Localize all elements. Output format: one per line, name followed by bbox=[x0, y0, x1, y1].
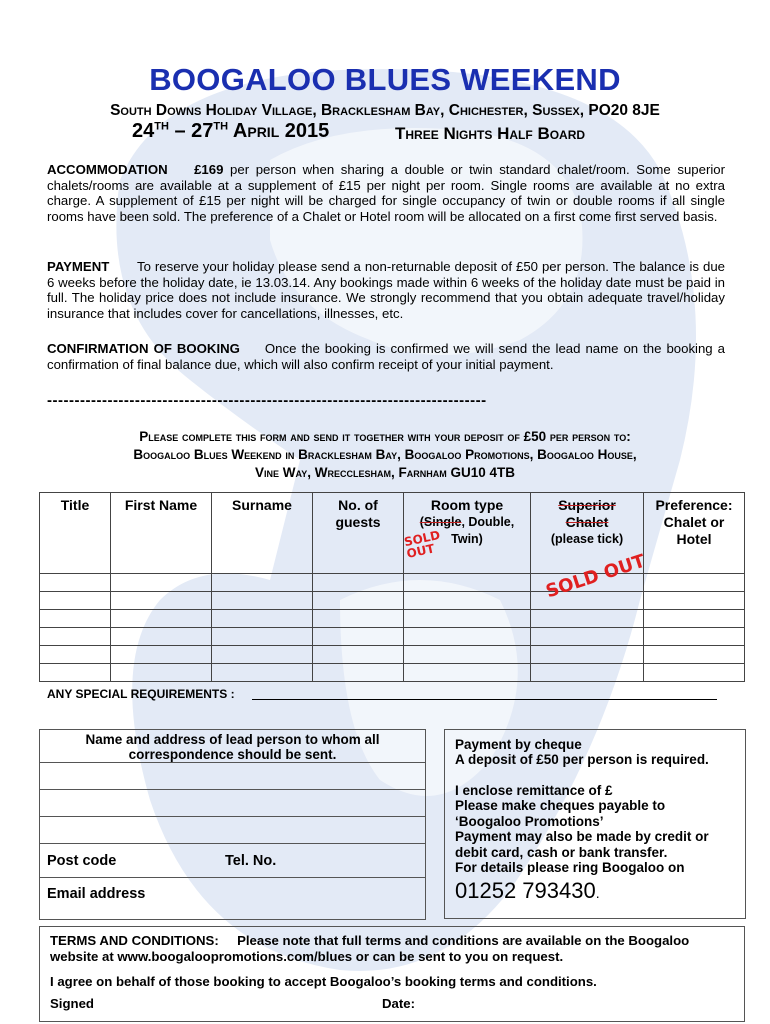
pay-card: Payment may also be made by credit or debit card, cash or bank transfer. bbox=[455, 829, 709, 860]
pay-enclose: I enclose remittance of £ bbox=[455, 783, 613, 798]
guest-cell[interactable] bbox=[111, 628, 212, 646]
col-guests bbox=[313, 493, 404, 574]
pay-phone-end: . bbox=[595, 885, 600, 901]
accommodation-price: £169 bbox=[194, 162, 224, 177]
guest-row bbox=[40, 610, 745, 628]
instructions-line-1: Please complete this form and send it together with your deposit of £50 per person to: bbox=[139, 429, 631, 444]
guest-cell[interactable] bbox=[212, 646, 313, 664]
guest-cell[interactable] bbox=[40, 610, 111, 628]
guest-cell[interactable] bbox=[313, 628, 404, 646]
accommodation-text: per person when sharing a double or twin standard chalet/room. Some superior chalets/rooms are available at a supplement of £15 per night per room. Single rooms are available at no extra charge. A supplement of £15 per night will be charged for single occupancy of twin or double rooms if all single rooms have been sold. The preference of a Chalet or Hotel room will be allocated on a first come first served basis. bbox=[47, 162, 726, 224]
terms-text-block bbox=[50, 933, 735, 965]
special-requirements-label: ANY SPECIAL REQUIREMENTS : bbox=[47, 687, 235, 701]
confirmation-section bbox=[47, 341, 725, 372]
mailing-instructions bbox=[0, 428, 770, 482]
col-room-line1: Room type bbox=[430, 497, 504, 513]
terms-agree: I agree on behalf of those booking to accept Boogaloo’s booking terms and conditions. bbox=[50, 974, 597, 989]
date-separator: – bbox=[168, 120, 192, 142]
guest-cell[interactable] bbox=[212, 574, 313, 592]
guest-cell[interactable] bbox=[404, 664, 531, 682]
col-pref-line2: Chalet or bbox=[663, 514, 725, 530]
guest-cell[interactable] bbox=[531, 610, 644, 628]
lead-address-line-1[interactable] bbox=[40, 763, 425, 790]
guest-row bbox=[40, 628, 745, 646]
terms-label: TERMS AND CONDITIONS: bbox=[50, 933, 219, 948]
payment-section bbox=[47, 259, 725, 321]
accommodation-heading: ACCOMMODATION bbox=[47, 162, 168, 177]
cut-line-separator: -------------------------------------------------------------------------------- bbox=[47, 392, 487, 409]
col-superior-line3: (please tick) bbox=[550, 532, 624, 546]
lead-person-box bbox=[39, 729, 426, 920]
guest-cell[interactable] bbox=[313, 574, 404, 592]
guest-cell[interactable] bbox=[111, 592, 212, 610]
confirmation-heading: CONFIRMATION OF BOOKING bbox=[47, 341, 240, 356]
postcode-label: Post code bbox=[47, 853, 117, 869]
date-start: 24 bbox=[132, 120, 155, 142]
accommodation-section bbox=[47, 162, 725, 224]
pay-cheque: Payment by cheque bbox=[455, 737, 582, 752]
col-first-name: First Name bbox=[111, 493, 212, 574]
col-title: Title bbox=[40, 493, 111, 574]
lead-postcode-row[interactable] bbox=[40, 844, 425, 878]
date-month-year: April 2015 bbox=[228, 120, 330, 142]
lead-email-row[interactable] bbox=[40, 878, 425, 918]
lead-address-line-2[interactable] bbox=[40, 790, 425, 817]
guest-cell[interactable] bbox=[111, 610, 212, 628]
page-title: BOOGALOO BLUES WEEKEND bbox=[149, 62, 621, 97]
guest-cell[interactable] bbox=[313, 646, 404, 664]
guest-cell[interactable] bbox=[644, 574, 745, 592]
guest-cell[interactable] bbox=[313, 610, 404, 628]
col-guests-line2: guests bbox=[335, 514, 381, 530]
special-requirements-field[interactable] bbox=[252, 699, 717, 700]
guest-table bbox=[39, 492, 745, 682]
tel-label: Tel. No. bbox=[225, 853, 277, 869]
guest-cell[interactable] bbox=[531, 664, 644, 682]
guest-cell[interactable] bbox=[111, 574, 212, 592]
pay-phone: 01252 793430 bbox=[455, 878, 596, 903]
date-label: Date: bbox=[382, 996, 415, 1011]
col-guests-line1: No. of bbox=[338, 497, 378, 513]
terms-box bbox=[39, 926, 745, 1022]
guest-cell[interactable] bbox=[111, 646, 212, 664]
pay-details: For details please ring Boogaloo on bbox=[455, 860, 685, 875]
guest-cell[interactable] bbox=[531, 628, 644, 646]
venue-address: South Downs Holiday Village, Bracklesham Bay, Chichester, Sussex, PO20 8JE bbox=[110, 102, 660, 119]
room-twin: Twin) bbox=[451, 532, 483, 546]
lead-address-line-3[interactable] bbox=[40, 817, 425, 844]
guest-cell[interactable] bbox=[212, 592, 313, 610]
guest-rows bbox=[40, 574, 745, 682]
signed-label: Signed bbox=[50, 996, 94, 1011]
guest-cell[interactable] bbox=[644, 664, 745, 682]
guest-row bbox=[40, 592, 745, 610]
payment-info-box bbox=[444, 729, 746, 919]
col-surname: Surname bbox=[212, 493, 313, 574]
pay-payee: ‘Boogaloo Promotions’ bbox=[455, 814, 604, 829]
guest-cell[interactable] bbox=[644, 628, 745, 646]
confirmation-text: Once the booking is confirmed we will send the lead name on the booking a confirmation of final balance due, which will also confirm receipt of your initial payment. bbox=[47, 341, 725, 372]
payment-text: To reserve your holiday please send a non-returnable deposit of £50 per person. The balance is due 6 weeks before the holiday date, ie 13.03.14. Any bookings made within 6 weeks of the holiday date must be paid in full. The holiday price does not include insurance. We strongly recommend that you obtain adequate travel/holiday insurance that includes cover for cancellations, illnesses, etc. bbox=[47, 259, 725, 321]
room-single-struck: (Single bbox=[419, 515, 462, 529]
guest-cell[interactable] bbox=[111, 664, 212, 682]
instructions-line-2: Boogaloo Blues Weekend in Bracklesham Bay, Boogaloo Promotions, Boogaloo House, bbox=[133, 447, 637, 462]
terms-text: Please note that full terms and conditions are available on the Boogaloo website at www.boogaloopromotions.com/blues or can be sent to you on request. bbox=[50, 933, 690, 964]
guest-row bbox=[40, 574, 745, 592]
col-superior-line1: Superior bbox=[558, 497, 616, 513]
date-end-suffix: TH bbox=[213, 120, 229, 133]
col-preference bbox=[644, 493, 745, 574]
guest-cell[interactable] bbox=[644, 646, 745, 664]
guest-cell[interactable] bbox=[644, 610, 745, 628]
col-superior-line2: Chalet bbox=[565, 514, 609, 530]
lead-person-heading: Name and address of lead person to whom all correspondence should be sent. bbox=[40, 730, 425, 763]
pay-payable: Please make cheques payable to bbox=[455, 798, 666, 813]
board-basis: Three Nights Half Board bbox=[395, 124, 586, 143]
guest-cell[interactable] bbox=[644, 592, 745, 610]
date-end: 27 bbox=[191, 120, 214, 142]
guest-cell[interactable] bbox=[404, 646, 531, 664]
sold-out-stamp-large: SOLD OUT bbox=[543, 550, 648, 603]
guest-cell[interactable] bbox=[212, 610, 313, 628]
sold-out-stamp-small: SOLD OUT bbox=[402, 527, 442, 561]
guest-row bbox=[40, 664, 745, 682]
guest-cell[interactable] bbox=[40, 664, 111, 682]
guest-cell[interactable] bbox=[40, 574, 111, 592]
guest-cell[interactable] bbox=[404, 574, 531, 592]
room-double: , Double, bbox=[461, 515, 515, 529]
guest-cell[interactable] bbox=[531, 646, 644, 664]
guest-cell[interactable] bbox=[313, 592, 404, 610]
guest-cell[interactable] bbox=[313, 664, 404, 682]
date-start-suffix: TH bbox=[154, 120, 169, 133]
event-dates bbox=[132, 120, 329, 143]
guest-cell[interactable] bbox=[212, 628, 313, 646]
guest-cell[interactable] bbox=[404, 592, 531, 610]
guest-cell[interactable] bbox=[40, 592, 111, 610]
pay-phone-number bbox=[455, 878, 600, 906]
guest-cell[interactable] bbox=[404, 628, 531, 646]
pay-deposit: A deposit of £50 per person is required. bbox=[455, 752, 709, 767]
guest-cell[interactable] bbox=[212, 664, 313, 682]
email-label: Email address bbox=[47, 886, 146, 902]
instructions-line-3: Vine Way, Wrecclesham, Farnham GU10 4TB bbox=[255, 465, 515, 480]
guest-row bbox=[40, 646, 745, 664]
payment-heading: PAYMENT bbox=[47, 259, 110, 274]
col-pref-line1: Preference: bbox=[655, 497, 733, 513]
guest-cell[interactable] bbox=[40, 628, 111, 646]
guest-cell[interactable] bbox=[40, 646, 111, 664]
guest-cell[interactable] bbox=[404, 610, 531, 628]
col-pref-line3: Hotel bbox=[676, 531, 712, 547]
